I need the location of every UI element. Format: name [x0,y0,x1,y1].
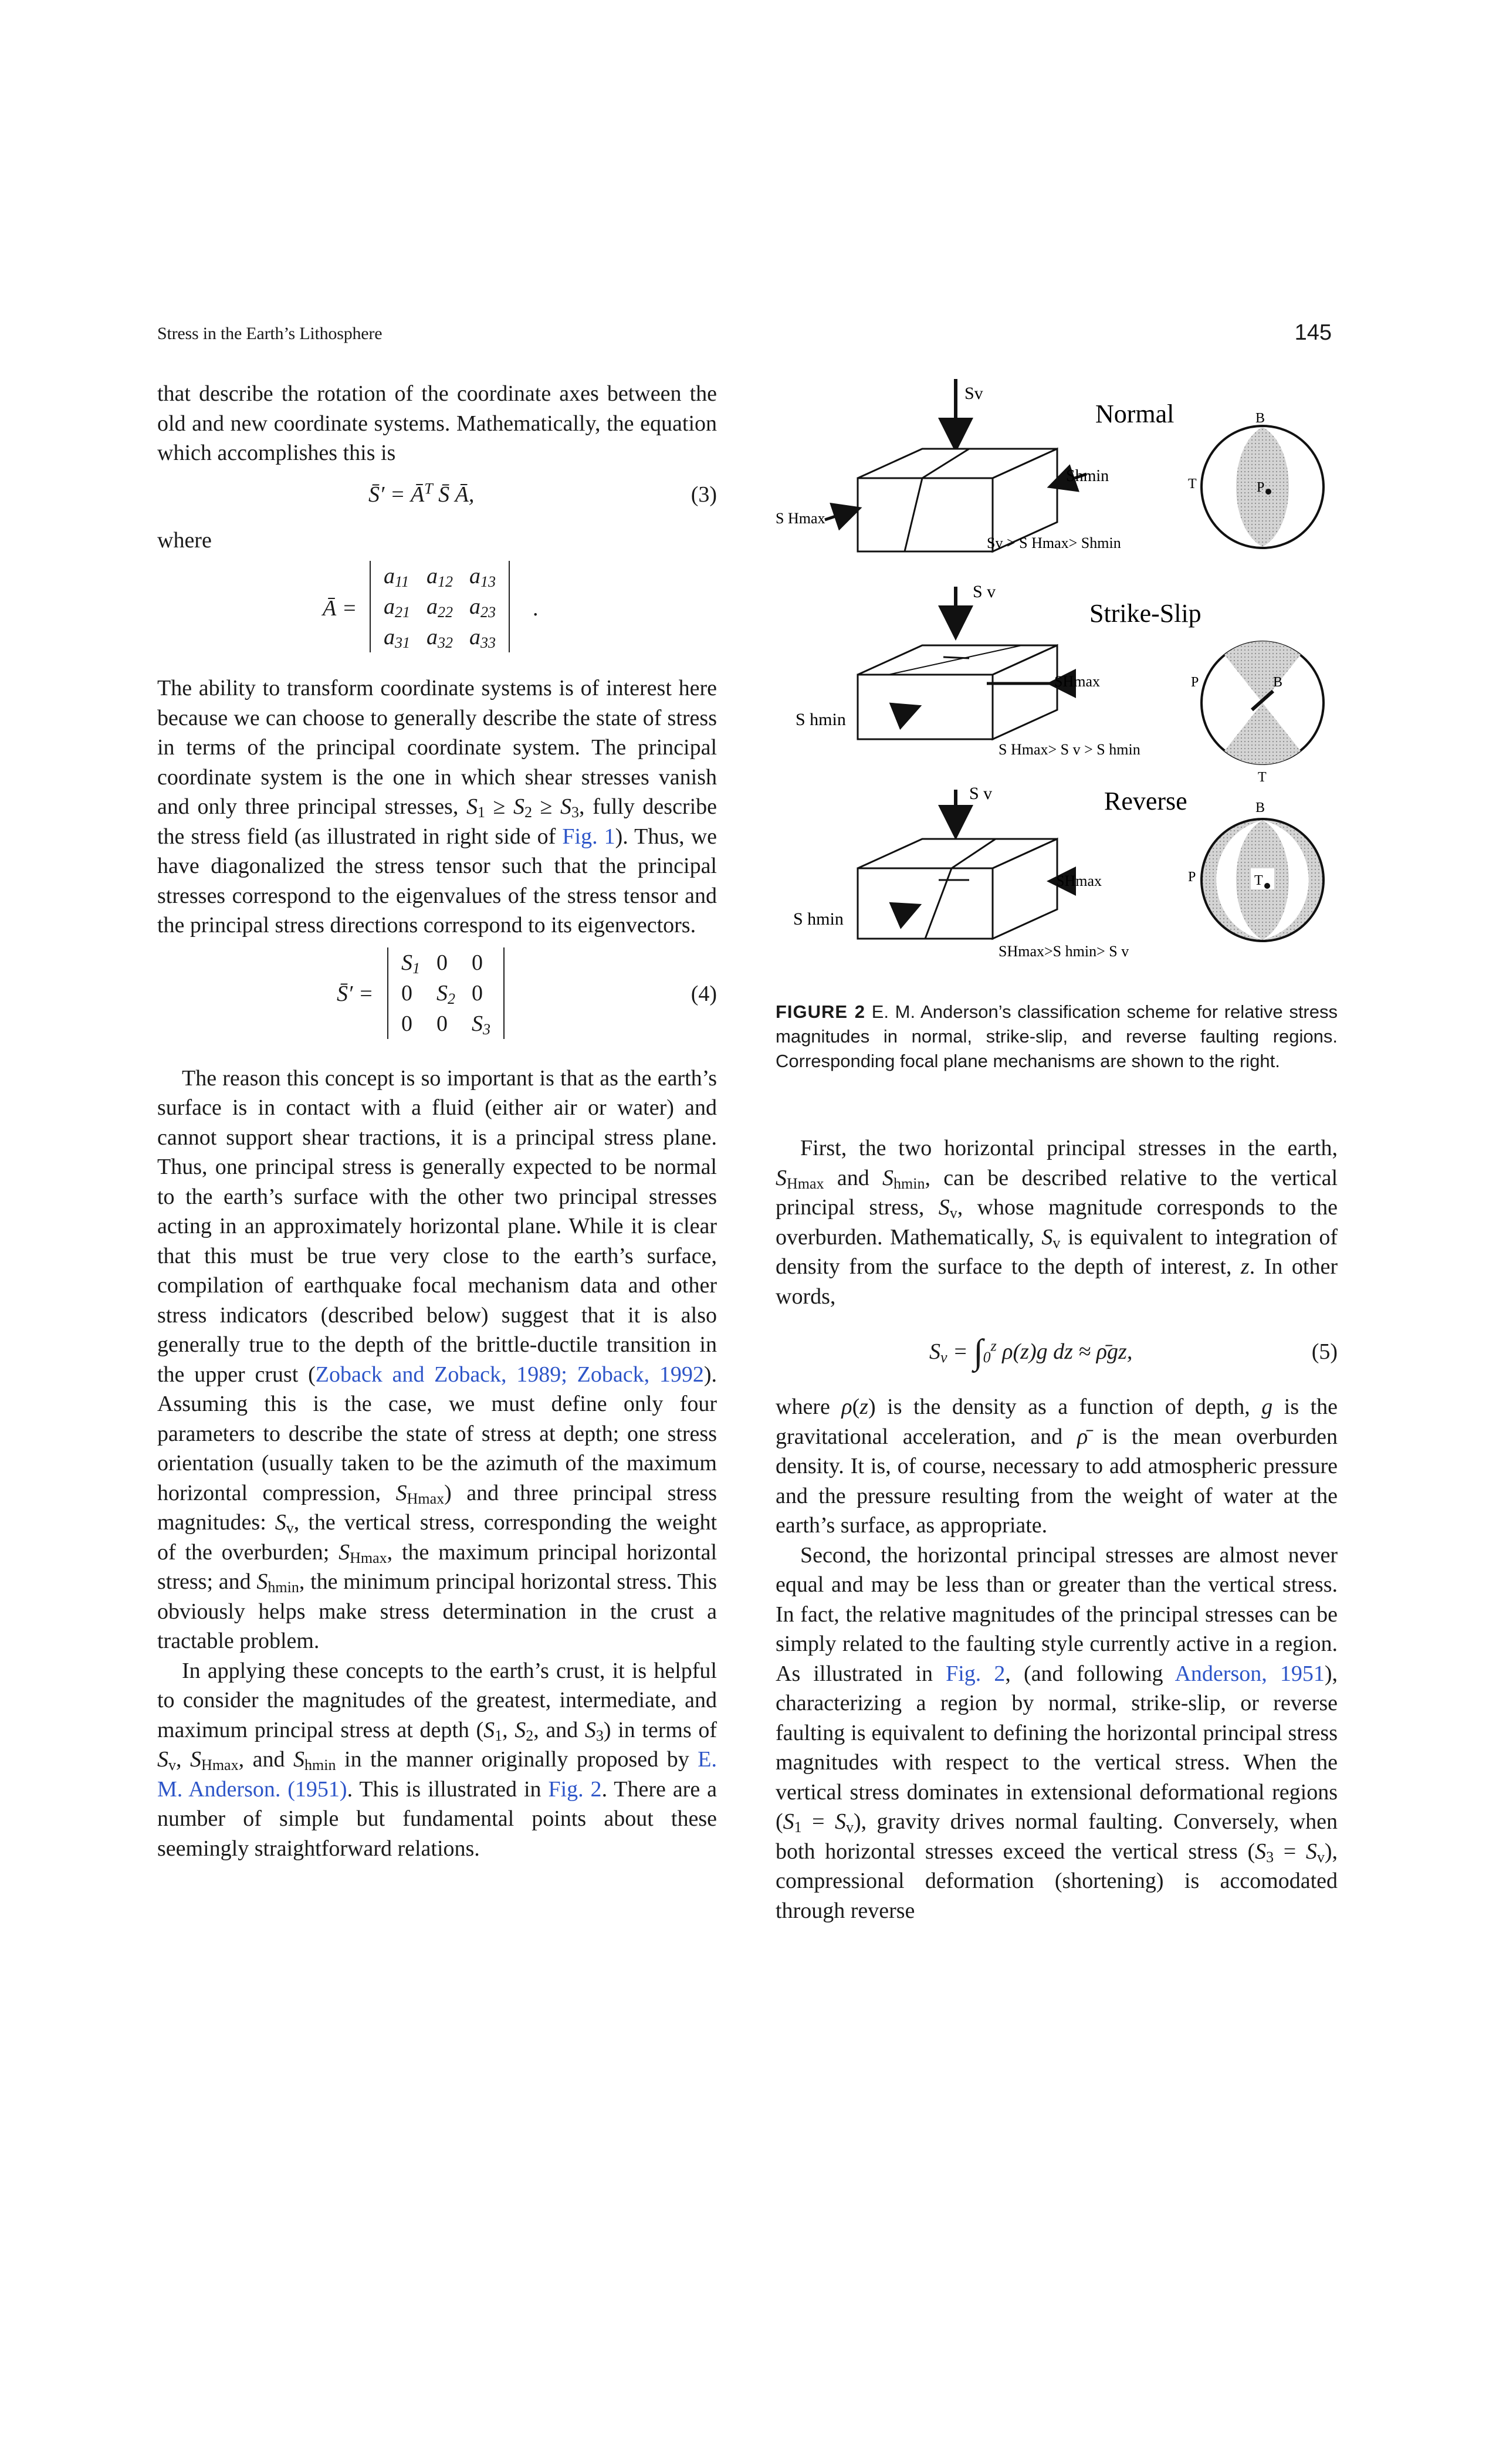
panel-strike-side: SHmax [1054,673,1100,690]
running-head: Stress in the Earth’s Lithosphere [157,324,383,343]
equation-5-body: $S_v = \int_0^z$ ρ(z)g dz ≈ ρ̄gz, [929,1332,1133,1371]
paragraph-second: Second, the horizontal principal stresses are almost never equal and may be less than or greater than the vertical stress. In fact, the relative magnitudes of the principal stresses can be simply related to the faulting style currently active in a region. As illustrated in Fig. 2, (and following Anderson, 1951), characterizing a region by normal, strike-slip, or reverse faulting is equivalent to defining the horizontal principal stress magnitudes with respect to the vertical stress. When the vertical stress dominates in extensional deformational regions $(S_1 = S_v)$, gravity drives normal faulting. Conversely, when both horizontal stresses exceed the vertical stress $(S_3 = S_v)$, compressional deformation (shortening) is accomodated through reverse [776,1542,1338,1923]
fig2-link[interactable]: Fig. 2 [548,1776,602,1802]
panel-strike-focal-p: P [1191,675,1199,690]
figure-2 [776,375,1339,986]
panel-normal-title: Normal [1095,400,1175,428]
equation-3-number: (3) [691,482,717,507]
panel-normal [776,379,1324,551]
panel-reverse [793,784,1324,960]
fig1-link[interactable]: Fig. 1 [562,824,615,849]
matrix-a: Ā = $a_{11}$ $a_{12}$ $a_{13}$ $a_{21}$ $a_{22}$ $a_{23}$ $a_{31}$ $a_{32}$ $a_{33}$ . [157,557,717,669]
panel-strike-focal-b: B [1273,675,1283,690]
paragraph-applying: In applying these concepts to the earth’s crust, it is helpful to consider the magnitudes of the greatest, intermediate, and maximum principal stress at depth ($S_1$, $S_2$, and $S_3$) in terms of $S_v$, $S_{Hmax}$, and $S_{hmin}$ in the manner originally proposed by E. M. Anderson. (1951). This is illustrated in Fig. 2. There are a number of simple but fundamental points about these seemingly straightforward relations. [157,1658,717,1861]
anderson-link-right[interactable]: Anderson, 1951 [1175,1661,1325,1686]
paragraph-rotation: that describe the rotation of the coordinate axes between the old and new coordinate systems. Mathematically, the equation which accomplishes this is [157,381,717,465]
where-label: where [157,527,212,553]
right-column [776,1133,1338,1925]
matrix-s-table: $S_1$ 0 0 0 $S_2$ 0 0 0 $S_3$ [387,947,505,1039]
panel-normal-sv: Sv [964,384,983,403]
equation-4-number: (4) [691,981,717,1006]
panel-normal-focal-b: B [1255,411,1265,426]
matrix-a-table: $a_{11}$ $a_{12}$ $a_{13}$ $a_{21}$ $a_{22}$ $a_{23}$ $a_{31}$ $a_{32}$ $a_{33}$ [370,561,510,652]
caption-text: E. M. Anderson’s classification scheme for relative stress magnitudes in normal, strike-slip, and reverse faulting regions. Corresponding focal plane mechanisms are shown to the right. [776,1001,1338,1071]
panel-normal-front: S Hmax [776,510,825,527]
equation-5 [776,1317,1338,1390]
equation-3 [157,472,717,522]
fig2-link-right[interactable]: Fig. 2 [946,1661,1006,1686]
panel-reverse-side: SHmax [1056,872,1102,889]
panel-strike-title: Strike-Slip [1089,599,1201,628]
panel-strike-front: S hmin [796,710,846,729]
paragraph-importance: The reason this concept is so important is that as the earth’s surface is in contact with a fluid (either air or water) and cannot support shear tractions, it is a principal stress plane. Thus, one principal stress is generally expected to be normal to the earth’s surface with the other two principal stresses acting in an approximately horizontal plane. While it is clear that this must be true very close to the earth’s surface, compilation of earthquake focal mechanism data and other stress indicators (described below) suggest that it is also generally true to the depth of the brittle-ductile transition in the upper crust (Zoback and Zoback, 1989; Zoback, 1992). Assuming this is the case, we must define only four parameters to describe the state of stress at depth; one stress orientation (usually taken to be the azimuth of the maximum horizontal compression, $S_{Hmax}$) and three principal stress magnitudes: $S_v$, the vertical stress, corresponding the weight of the overburden; $S_{Hmax}$, the maximum principal horizontal stress; and $S_{hmin}$, the minimum principal horizontal stress. This obviously helps make stress determination in the crust a tractable problem. [157,1065,717,1653]
figure-2-caption [776,1000,1338,1074]
left-column [157,379,717,1863]
caption-label: FIGURE 2 [776,1001,866,1022]
panel-normal-focal-p: P [1257,480,1265,495]
paragraph-horizontal: First, the two horizontal principal stresses in the earth, $S_{Hmax}$ and $S_{hmin}$, can be described relative to the vertical principal stress, $S_v$, whose magnitude corresponds to the overburden. Mathematically, $S_v$ is equivalent to integration of density from the surface to the depth of interest, z. In other words, [776,1136,1338,1309]
paragraph-principal: The ability to transform coordinate systems is of interest here because we can choose to generally describe the state of stress in terms of the principal coordinate system. The principal coordinate system is the one in which shear stresses vanish and only three principal stresses, $S_1 \ge S_2 \ge S_3$, fully describe the stress field (as illustrated in right side of Fig. 1). Thus, we have diagonalized the stress tensor such that the principal stresses correspond to the eigenvalues of the stress tensor and the principal stress directions correspond to its eigenvectors. [157,676,717,937]
equation-3-body: S̄′ = $Ā^T$ S̄ Ā, [368,479,475,507]
paragraph-density: where ρ(z) is the density as a function of depth, g is the gravitational acceleration, and ρ̄ is the mean overburden density. It is, of course, necessary to add atmospheric pressure and the pressure resulting from the weight of water at the earth’s surface, as appropriate. [776,1395,1338,1538]
zoback-link[interactable]: Zoback and Zoback, 1989; Zoback, 1992 [315,1362,704,1387]
anderson-link[interactable]: E. M. Anderson. (1951) [157,1747,717,1802]
panel-reverse-focal-b: B [1255,800,1265,815]
equation-4: S̄′ = $S_1$ 0 0 0 $S_2$ 0 0 0 $S_3$ (4) [157,945,717,1051]
equation-5-number: (5) [1311,1339,1338,1364]
panel-strike-focal-t: T [1258,770,1267,785]
panel-reverse-title: Reverse [1104,787,1187,815]
panel-reverse-relation: SHmax>S hmin> S v [999,943,1129,960]
panel-strike-sv: S v [973,582,996,601]
page-number: 145 [1294,320,1332,345]
panel-reverse-sv: S v [969,784,993,803]
panel-strike-slip [796,582,1324,785]
panel-normal-relation: Sv > S Hmax> Shmin [987,534,1121,551]
panel-reverse-focal-p: P [1188,869,1196,885]
panel-strike-relation: S Hmax> S v > S hmin [999,741,1140,758]
panel-normal-focal-t: T [1188,476,1197,492]
panel-reverse-front: S hmin [793,909,844,929]
panel-normal-side: Shmin [1066,467,1109,485]
panel-reverse-focal-t: T [1254,873,1263,888]
